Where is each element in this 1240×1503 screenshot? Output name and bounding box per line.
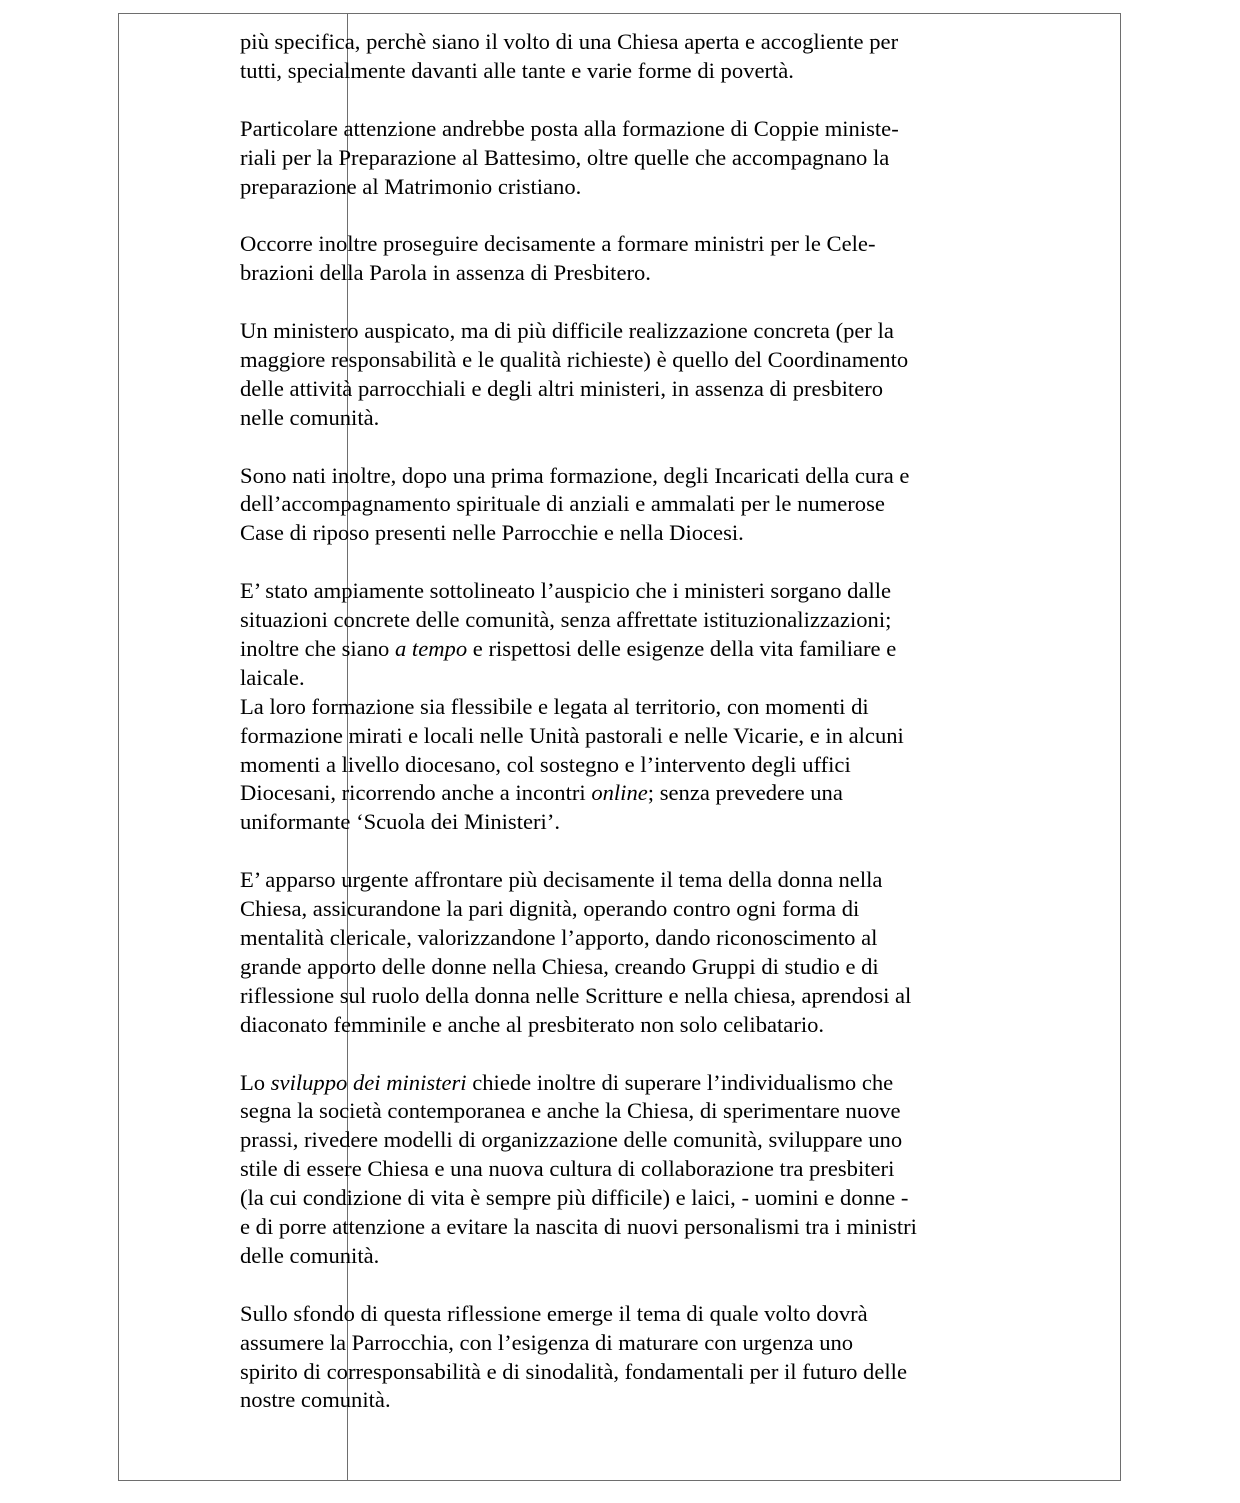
- text-line: riali per la Preparazione al Battesimo, oltre quelle che accompagnano la: [240, 144, 890, 170]
- text-line: riflessione sul ruolo della donna nelle Scritture e nella chiesa, aprendosi al: [240, 982, 912, 1008]
- text-line: brazioni della Parola in assenza di Presbitero.: [240, 260, 651, 286]
- text-line: momenti a livello diocesano, col sostegno e l’intervento degli uffici: [240, 751, 851, 777]
- text-line: stile di essere Chiesa e una nuova cultura di collaborazione tra presbiteri: [240, 1156, 895, 1182]
- paragraph-8: [240, 1069, 996, 1271]
- text-fragment: inoltre che siano: [240, 635, 395, 661]
- paragraph-9: [240, 1300, 996, 1416]
- text-line: tutti, specialmente davanti alle tante e varie forme di povertà.: [240, 57, 794, 83]
- text-line: segna la società contemporanea e anche la Chiesa, di sperimentare nuove: [240, 1098, 901, 1124]
- text-line: Particolare attenzione andrebbe posta alla formazione di Coppie ministe-: [240, 115, 899, 141]
- text-line: spirito di corresponsabilità e di sinodalità, fondamentali per il futuro delle: [240, 1358, 907, 1384]
- text-fragment: e rispettosi delle esigenze della vita familiare e: [467, 635, 897, 661]
- text-line: Case di riposo presenti nelle Parrocchie e nella Diocesi.: [240, 520, 744, 546]
- text-line: formazione mirati e locali nelle Unità pastorali e nelle Vicarie, e in alcuni: [240, 722, 904, 748]
- text-line: grande apporto delle donne nella Chiesa, creando Gruppi di studio e di: [240, 953, 879, 979]
- text-line: Un ministero auspicato, ma di più difficile realizzazione concreta (per la: [240, 318, 894, 344]
- text-fragment: Diocesani, ricorrendo anche a incontri: [240, 780, 592, 806]
- text-line: La loro formazione sia flessibile e legata al territorio, con momenti di: [240, 693, 869, 719]
- text-line: E’ stato ampiamente sottolineato l’auspicio che i ministeri sorgano dalle: [240, 578, 892, 604]
- italic-text: online: [591, 780, 648, 806]
- text-line: Sono nati inoltre, dopo una prima formazione, degli Incaricati della cura e: [240, 462, 910, 488]
- text-line: e di porre attenzione a evitare la nascita di nuovi personalismi tra i ministri: [240, 1214, 917, 1240]
- text-line: nelle comunità.: [240, 404, 380, 430]
- text-line: delle comunità.: [240, 1242, 380, 1268]
- text-line: situazioni concrete delle comunità, senza affrettate istituzionalizzazioni;: [240, 607, 892, 633]
- italic-text: a tempo: [394, 635, 468, 661]
- text-line: delle attività parrocchiali e degli altri ministeri, in assenza di presbitero: [240, 375, 884, 401]
- text-line: nostre comunità.: [240, 1387, 391, 1413]
- text-line: mentalità clericale, valorizzandone l’apporto, dando riconoscimento al: [240, 925, 878, 950]
- paragraph-5: [240, 462, 996, 549]
- text-line: preparazione al Matrimonio cristiano.: [240, 173, 582, 199]
- text-line: uniformante ‘Scuola dei Ministeri’.: [240, 809, 560, 835]
- paragraph-3: [240, 230, 996, 288]
- text-line: più specifica, perchè siano il volto di una Chiesa aperta e accogliente per: [240, 29, 899, 54]
- text-line: Occorre inoltre proseguire decisamente a formare ministri per le Cele-: [240, 231, 876, 257]
- right-column-text: [240, 28, 996, 1415]
- paragraph-2: [240, 115, 996, 202]
- text-line: E’ apparso urgente affrontare più decisamente il tema della donna nella: [240, 867, 883, 893]
- text-line: prassi, rivedere modelli di organizzazione delle comunità, sviluppare uno: [240, 1127, 903, 1153]
- paragraph-4: [240, 317, 996, 433]
- text-line: dell’accompagnamento spirituale di anziali e ammalati per le numerose: [240, 491, 885, 517]
- text-line: laicale.: [240, 664, 305, 690]
- paragraph-7: [240, 866, 996, 1039]
- paragraph-6: [240, 577, 996, 837]
- text-line: (la cui condizione di vita è sempre più difficile) e laici, - uomini e donne -: [240, 1185, 909, 1211]
- text-line: maggiore responsabilità e le qualità richieste) è quello del Coordinamento: [240, 346, 909, 372]
- text-fragment: ; senza prevedere una: [647, 780, 843, 806]
- text-line: assumere la Parrocchia, con l’esigenza di maturare con urgenza uno: [240, 1329, 854, 1355]
- text-fragment: Lo: [240, 1069, 271, 1095]
- text-line: Sullo sfondo di questa riflessione emerge il tema di quale volto dovrà: [240, 1300, 868, 1326]
- text-line: Chiesa, assicurandone la pari dignità, operando contro ogni forma di: [240, 896, 860, 922]
- text-line: diaconato femminile e anche al presbiterato non solo celibatario.: [240, 1011, 825, 1037]
- italic-text: sviluppo dei ministeri: [270, 1069, 467, 1095]
- paragraph-1: [240, 28, 996, 86]
- text-fragment: chiede inoltre di superare l’individualismo che: [466, 1069, 894, 1095]
